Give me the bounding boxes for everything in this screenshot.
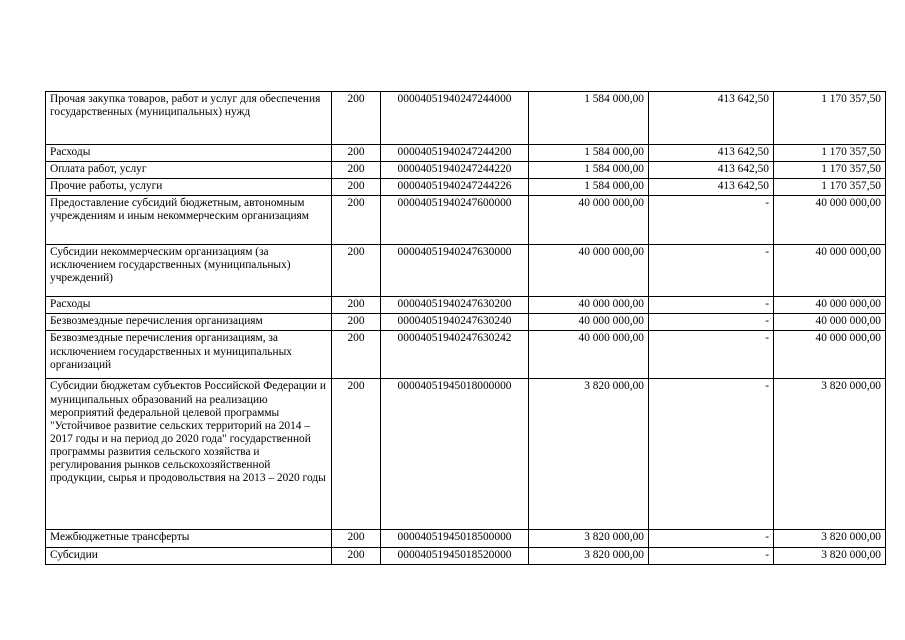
row-executed: -	[649, 245, 774, 297]
row-executed: -	[649, 530, 774, 547]
table-body	[46, 92, 886, 565]
table-row	[46, 379, 886, 530]
table-row	[46, 92, 886, 145]
row-executed: -	[649, 297, 774, 314]
row-remaining: 3 820 000,00	[774, 530, 886, 547]
row-code: 200	[332, 196, 381, 245]
row-approved: 40 000 000,00	[529, 314, 649, 331]
row-code: 200	[332, 162, 381, 179]
row-kbk: 00004051940247244226	[381, 179, 529, 196]
row-kbk: 00004051940247600000	[381, 196, 529, 245]
row-name: Безвозмездные перечисления организациям	[46, 314, 332, 331]
row-remaining: 40 000 000,00	[774, 297, 886, 314]
row-approved: 40 000 000,00	[529, 196, 649, 245]
row-kbk: 00004051945018000000	[381, 379, 529, 530]
row-code: 200	[332, 547, 381, 564]
row-name: Субсидии бюджетам субъектов Российской Федерации и муниципальных образований на реализацию мероприятий федеральной целевой программы "Устойчивое развитие сельских территорий на 2014 – 2017 годы и на период до 2020 года" государственной программы развития сельского хозяйства и регулирования рынков сельскохозяйственной продукции, сырья и продовольствия на 2013 – 2020 годы	[46, 379, 332, 530]
row-executed: 413 642,50	[649, 145, 774, 162]
row-remaining: 40 000 000,00	[774, 196, 886, 245]
row-kbk: 00004051940247630240	[381, 314, 529, 331]
row-remaining: 3 820 000,00	[774, 379, 886, 530]
row-remaining: 40 000 000,00	[774, 331, 886, 379]
table-row	[46, 547, 886, 564]
row-name: Прочая закупка товаров, работ и услуг для обеспечения государственных (муниципальных) нужд	[46, 92, 332, 145]
row-approved: 1 584 000,00	[529, 162, 649, 179]
row-kbk: 00004051940247630000	[381, 245, 529, 297]
table-row	[46, 245, 886, 297]
row-code: 200	[332, 145, 381, 162]
row-remaining: 40 000 000,00	[774, 314, 886, 331]
table-row	[46, 196, 886, 245]
row-approved: 1 584 000,00	[529, 92, 649, 145]
row-remaining: 1 170 357,50	[774, 92, 886, 145]
row-name: Расходы	[46, 145, 332, 162]
row-name: Субсидии некоммерческим организациям (за исключением государственных (муниципальных) учреждений)	[46, 245, 332, 297]
row-code: 200	[332, 92, 381, 145]
row-kbk: 00004051945018520000	[381, 547, 529, 564]
row-kbk: 00004051945018500000	[381, 530, 529, 547]
row-remaining: 1 170 357,50	[774, 145, 886, 162]
budget-execution-table	[45, 91, 886, 565]
row-approved: 1 584 000,00	[529, 179, 649, 196]
row-remaining: 40 000 000,00	[774, 245, 886, 297]
row-executed: 413 642,50	[649, 162, 774, 179]
row-executed: -	[649, 314, 774, 331]
row-executed: -	[649, 547, 774, 564]
table-row	[46, 297, 886, 314]
row-executed: -	[649, 379, 774, 530]
row-kbk: 00004051940247630242	[381, 331, 529, 379]
row-code: 200	[332, 297, 381, 314]
row-name: Безвозмездные перечисления организациям, за исключением государственных и муниципальных организаций	[46, 331, 332, 379]
table-row	[46, 314, 886, 331]
row-name: Расходы	[46, 297, 332, 314]
row-kbk: 00004051940247244000	[381, 92, 529, 145]
row-name: Субсидии	[46, 547, 332, 564]
row-approved: 3 820 000,00	[529, 379, 649, 530]
row-executed: 413 642,50	[649, 179, 774, 196]
table-row	[46, 145, 886, 162]
row-code: 200	[332, 331, 381, 379]
row-executed: 413 642,50	[649, 92, 774, 145]
row-kbk: 00004051940247244200	[381, 145, 529, 162]
row-approved: 1 584 000,00	[529, 145, 649, 162]
row-name: Предоставление субсидий бюджетным, автономным учреждениям и иным некоммерческим организациям	[46, 196, 332, 245]
table-row	[46, 162, 886, 179]
row-approved: 3 820 000,00	[529, 547, 649, 564]
row-name: Оплата работ, услуг	[46, 162, 332, 179]
row-code: 200	[332, 314, 381, 331]
row-approved: 40 000 000,00	[529, 245, 649, 297]
row-code: 200	[332, 245, 381, 297]
row-executed: -	[649, 196, 774, 245]
row-executed: -	[649, 331, 774, 379]
row-code: 200	[332, 530, 381, 547]
row-remaining: 1 170 357,50	[774, 162, 886, 179]
row-remaining: 1 170 357,50	[774, 179, 886, 196]
row-name: Прочие работы, услуги	[46, 179, 332, 196]
row-code: 200	[332, 379, 381, 530]
row-kbk: 00004051940247244220	[381, 162, 529, 179]
row-name: Межбюджетные трансферты	[46, 530, 332, 547]
row-kbk: 00004051940247630200	[381, 297, 529, 314]
table-row	[46, 179, 886, 196]
row-approved: 40 000 000,00	[529, 331, 649, 379]
row-approved: 40 000 000,00	[529, 297, 649, 314]
table-row	[46, 530, 886, 547]
row-remaining: 3 820 000,00	[774, 547, 886, 564]
row-code: 200	[332, 179, 381, 196]
row-approved: 3 820 000,00	[529, 530, 649, 547]
table-row	[46, 331, 886, 379]
